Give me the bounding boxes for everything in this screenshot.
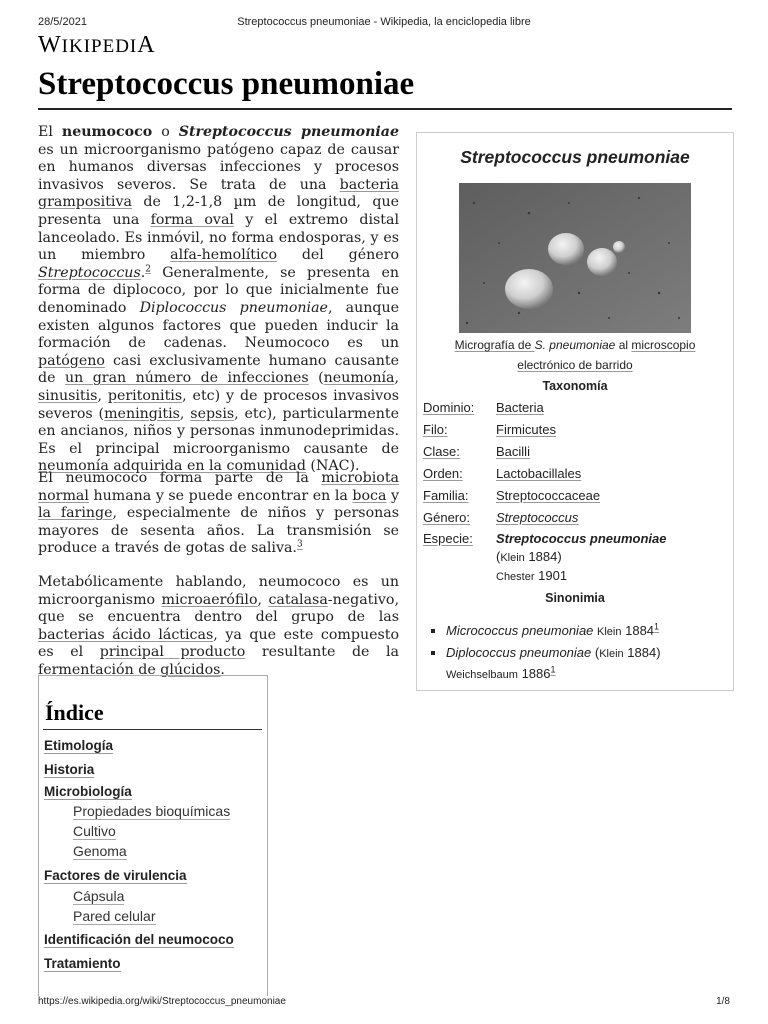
taxon-author: (Klein 1884) — [496, 549, 562, 564]
article-link[interactable]: la faringe — [38, 505, 113, 522]
toc-item[interactable]: Cápsula — [73, 888, 125, 904]
text-run: El — [38, 124, 62, 140]
article-paragraph-3 — [38, 574, 399, 680]
synonyms-heading: Sinonimia — [545, 591, 605, 605]
text-run: o — [152, 124, 179, 140]
page-title: Streptococcus pneumoniae — [38, 66, 415, 102]
print-title: Streptococcus pneumoniae - Wikipedia, la enciclopedia libre — [237, 16, 531, 28]
reference-link[interactable]: 2 — [145, 264, 151, 275]
taxonomy-rank-3[interactable]: Orden: — [423, 466, 463, 481]
text-run: , — [97, 387, 108, 404]
article-link[interactable]: bacteria grampositiva — [38, 176, 399, 211]
taxonomy-value-1[interactable]: Firmicutes — [496, 422, 556, 437]
article-paragraph-1 — [38, 124, 399, 476]
toc-item[interactable]: Genoma — [73, 843, 127, 859]
taxonomy-rank-0[interactable]: Dominio: — [423, 400, 475, 415]
article-link[interactable]: sepsis — [190, 405, 235, 422]
taxon-author-2: Chester 1901 — [496, 568, 568, 583]
text-run: Streptococcus pneumoniae — [178, 124, 399, 140]
text-run: resultante de la fermentación de — [38, 644, 399, 678]
article-link[interactable]: Streptococcus — [38, 264, 141, 281]
text-run: , especialmente de niños y personas mayores de sesenta años. La transmisión se produce a través de gotas de saliva. — [38, 505, 399, 557]
taxonomy-rank-4[interactable]: Familia: — [423, 488, 469, 503]
taxonomy-value-4[interactable]: Streptococcaceae — [496, 488, 601, 503]
text-run: Metabólicamente hablando, neumococo es un microorganismo — [38, 574, 399, 608]
text-run: -negativo, que se encuentra dentro del grupo de las — [38, 591, 399, 626]
text-run: neumococo — [61, 124, 153, 140]
text-run: ( — [308, 370, 324, 387]
text-run: . — [140, 264, 146, 281]
article-link[interactable]: alfa-hemolítico — [170, 247, 278, 264]
text-run: , — [257, 591, 269, 608]
toc-item[interactable]: Tratamiento — [44, 956, 121, 971]
taxobox-title: Streptococcus pneumoniae — [460, 147, 690, 167]
article-link[interactable]: meningitis — [104, 405, 180, 422]
taxonomy-value-5[interactable]: Streptococcus — [496, 510, 579, 525]
taxonomy-rank-6[interactable]: Especie: — [423, 531, 473, 546]
print-url: https://es.wikipedia.org/wiki/Streptococcus_pneumoniae — [38, 996, 286, 1007]
article-link[interactable]: boca — [352, 487, 387, 504]
toc-item[interactable]: Pared celular — [73, 908, 156, 924]
taxonomy-heading: Taxonomía — [542, 379, 608, 393]
micrograph-image[interactable] — [459, 183, 691, 333]
text-run: es un microorganismo patógeno capaz de causar en humanos diversas infecciones y procesos invasivos severos. Se trata de una — [38, 141, 399, 193]
article-link[interactable]: microbiota normal — [38, 470, 399, 504]
text-run: de 1,2-1,8 µm de longitud, que presenta una — [38, 194, 399, 228]
reference-link[interactable]: 1 — [550, 664, 556, 675]
text-run: humana y se puede encontrar en la — [88, 487, 353, 504]
text-run: , aunque existen algunos factores que pueden inducir la formación de cadenas. Neumococo es un — [38, 299, 399, 352]
text-run: (NAC). — [305, 458, 360, 475]
text-run: y el extremo distal lanceolado. Es inmóvil, no forma endosporas, y es un miembro — [38, 211, 399, 264]
article-link[interactable]: peritonitis — [107, 387, 183, 404]
bullet-icon — [431, 629, 435, 633]
taxonomy-value-2[interactable]: Bacilli — [496, 444, 530, 459]
synonym-item: Micrococcus pneumoniae Klein 1884$^1$ — [429, 621, 719, 642]
text-run: Diplococcus pneumoniae — [139, 299, 328, 316]
toc-item[interactable]: Propiedades bioquímicas — [73, 803, 231, 819]
article-link[interactable]: bacterias ácido lácticas — [38, 626, 214, 643]
taxonomy-rank-2[interactable]: Clase: — [423, 444, 460, 459]
text-run: , — [179, 405, 191, 422]
article-link[interactable]: sinusitis — [38, 387, 98, 404]
bullet-icon — [431, 651, 435, 655]
text-run: , ya que este compuesto es el — [38, 626, 399, 661]
article-link[interactable]: forma oval — [150, 211, 234, 228]
taxobox — [416, 132, 734, 691]
taxonomy-rank-1[interactable]: Filo: — [423, 422, 448, 437]
taxonomy-value-6: Streptococcus pneumoniae — [496, 531, 667, 546]
text-run: casi exclusivamente humano causante de — [38, 352, 399, 387]
text-run: El neumococo forma parte de la — [38, 470, 322, 486]
toc-item[interactable]: Identificación del neumococo — [44, 932, 234, 947]
article-link[interactable]: principal producto — [99, 644, 246, 661]
article-link[interactable]: microaerófilo — [161, 591, 258, 608]
article-link[interactable]: glúcidos — [160, 661, 221, 678]
taxonomy-value-0[interactable]: Bacteria — [496, 400, 544, 415]
article-link[interactable]: catalasa — [268, 591, 328, 608]
text-run: del género — [277, 247, 400, 264]
taxonomy-rank-5[interactable]: Género: — [423, 510, 470, 525]
text-run: , etc) y de procesos invasivos severos ( — [38, 387, 399, 422]
taxonomy-value-3[interactable]: Lactobacillales — [496, 466, 582, 481]
title-divider — [38, 108, 732, 110]
toc-item[interactable]: Etimología — [44, 738, 114, 753]
toc-item[interactable]: Microbiología — [44, 784, 132, 799]
wikipedia-logo[interactable]: WIKIPEDIA — [38, 32, 156, 58]
toc-item[interactable]: Historia — [44, 762, 95, 777]
reference-link[interactable]: 3 — [296, 539, 303, 550]
article-link[interactable]: neumonía adquirida en la comunidad — [38, 458, 306, 475]
table-of-contents — [38, 675, 268, 996]
article-link[interactable]: neumonía — [323, 370, 395, 387]
toc-heading: Índice — [45, 700, 104, 725]
reference-link[interactable]: 1 — [654, 621, 660, 632]
text-run: . — [220, 661, 225, 678]
text-run: , — [394, 370, 399, 387]
text-run: , etc), particularmente en ancianos, niños y personas inmunodeprimidas. Es el principal microorganismo causante de — [38, 405, 399, 457]
print-date: 28/5/2021 — [38, 16, 87, 28]
article-paragraph-2 — [38, 470, 399, 558]
micrograph-caption: Micrografía de S. pneumoniae al microscopio electrónico de barrido — [454, 338, 696, 372]
toc-divider — [43, 729, 262, 730]
text-run: y — [386, 487, 399, 504]
text-run: Generalmente, se presenta en forma de diplococo, por lo que inicialmente fue denominado — [38, 264, 399, 316]
toc-item[interactable]: Factores de virulencia — [44, 868, 187, 883]
article-link[interactable]: un gran número de infecciones — [64, 370, 309, 387]
toc-item[interactable]: Cultivo — [73, 823, 116, 839]
article-link[interactable]: patógeno — [38, 352, 105, 369]
synonym-item: Diplococcus pneumoniae (Klein 1884) Weichselbaum 1886$^1$ — [429, 643, 719, 685]
print-page-number: 1/8 — [716, 996, 730, 1007]
